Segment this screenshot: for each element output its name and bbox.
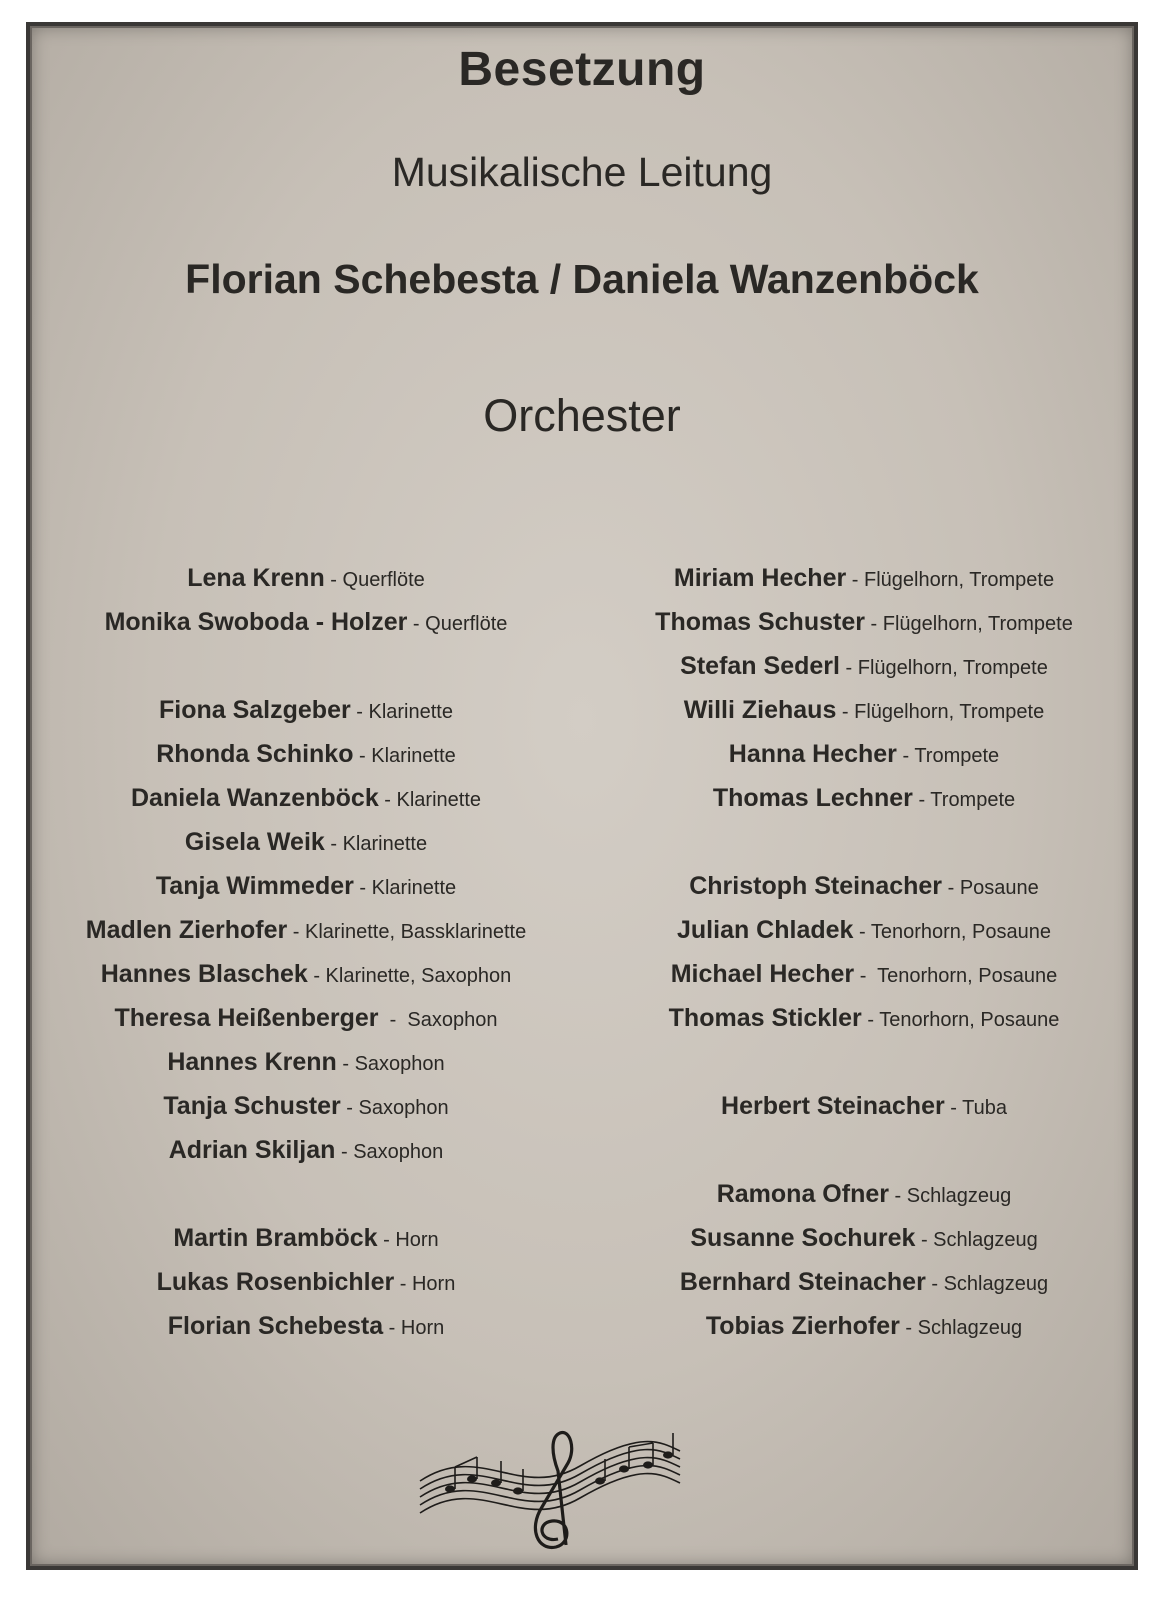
musician-entry <box>594 776 1134 820</box>
musician-entry <box>36 1040 576 1084</box>
musician-name: Lena Krenn <box>187 564 325 592</box>
musician-instrument: - Klarinette <box>350 701 453 723</box>
musician-name: Thomas Stickler <box>668 1004 862 1032</box>
musician-name: Herbert Steinacher <box>721 1092 945 1120</box>
musician-instrument: - Klarinette, Saxophon <box>307 965 512 987</box>
musician-entry <box>594 600 1134 644</box>
musician-name: Lukas Rosenbichler <box>156 1268 395 1296</box>
musician-entry <box>594 688 1134 732</box>
musician-entry <box>36 864 576 908</box>
left-musician-column <box>36 556 576 1348</box>
musician-name: Stefan Sederl <box>680 652 840 680</box>
musician-name: Bernhard Steinacher <box>679 1268 926 1296</box>
spacer <box>36 644 576 688</box>
musical-direction-names: Florian Schebesta / Daniela Wanzenböck <box>185 256 979 302</box>
musician-instrument: - Schlagzeug <box>915 1229 1038 1251</box>
musical-direction-label: Musikalische Leitung <box>391 149 773 195</box>
musician-instrument: - Horn <box>394 1273 456 1295</box>
musician-entry <box>594 908 1134 952</box>
musician-name: Tanja Schuster <box>163 1092 341 1120</box>
musician-instrument: - Posaune <box>942 877 1039 899</box>
musician-instrument: - Flügelhorn, Trompete <box>846 569 1055 591</box>
musician-instrument: - Klarinette <box>378 789 481 811</box>
musician-name: Michael Hecher <box>670 960 855 988</box>
musician-instrument: - Klarinette <box>324 833 428 855</box>
musician-name: Hannes Blaschek <box>100 960 308 988</box>
musician-instrument: - Querflöte <box>324 569 425 591</box>
musician-entry <box>594 952 1134 996</box>
program-page <box>26 22 1138 1570</box>
musician-instrument: - Horn <box>377 1229 439 1251</box>
musician-instrument: - Trompete <box>896 745 1000 767</box>
musician-name: Madlen Zierhofer <box>85 916 288 944</box>
musician-instrument: - Schlagzeug <box>899 1317 1023 1339</box>
musician-instrument: - Saxophon <box>340 1097 449 1119</box>
musician-entry <box>36 600 576 644</box>
musician-instrument: - Querflöte <box>407 613 508 635</box>
musician-instrument: - Tuba <box>944 1097 1007 1119</box>
musician-entry <box>36 952 576 996</box>
musician-name: Susanne Sochurek <box>690 1224 916 1252</box>
musician-entry <box>36 732 576 776</box>
musician-entry <box>36 1084 576 1128</box>
musician-entry <box>594 1260 1134 1304</box>
musician-instrument: - Klarinette <box>353 745 456 767</box>
musician-instrument: - Flügelhorn, Trompete <box>864 613 1073 635</box>
treble-clef-music-staff-icon <box>410 1411 690 1551</box>
spacer <box>594 1128 1134 1172</box>
musician-name: Miriam Hecher <box>673 564 847 592</box>
musician-instrument: - Tenorhorn, Posaune <box>861 1009 1060 1031</box>
musician-instrument: - Saxophon <box>378 1009 498 1031</box>
musician-entry <box>36 556 576 600</box>
musician-entry <box>36 820 576 864</box>
musician-name: Gisela Weik <box>184 828 325 856</box>
musician-name: Hannes Krenn <box>167 1048 337 1076</box>
musician-entry <box>594 644 1134 688</box>
musician-entry <box>36 996 576 1040</box>
musician-entry <box>594 1084 1134 1128</box>
musician-name: Florian Schebesta <box>167 1312 384 1340</box>
musician-name: Hanna Hecher <box>728 740 897 768</box>
musician-instrument: - Flügelhorn, Trompete <box>836 701 1045 723</box>
musician-instrument: - Saxophon <box>335 1141 444 1163</box>
musician-name: Theresa Heißenberger <box>114 1004 379 1032</box>
musician-instrument: - Schlagzeug <box>925 1273 1049 1295</box>
musician-name: Julian Chladek <box>677 916 854 944</box>
musician-entry <box>36 1128 576 1172</box>
musician-entry <box>594 864 1134 908</box>
musician-entry <box>36 908 576 952</box>
musician-entry <box>36 1216 576 1260</box>
musician-instrument: - Tenorhorn, Posaune <box>854 965 1058 987</box>
musician-instrument: - Tenorhorn, Posaune <box>853 921 1051 943</box>
musician-instrument: - Flügelhorn, Trompete <box>839 657 1048 679</box>
musician-instrument: - Klarinette, Bassklarinette <box>287 921 527 943</box>
spacer <box>594 820 1134 864</box>
musician-entry <box>594 1172 1134 1216</box>
spacer <box>36 1172 576 1216</box>
musician-name: Willi Ziehaus <box>683 696 837 724</box>
musician-entry <box>594 556 1134 600</box>
musician-entry <box>594 996 1134 1040</box>
musician-entry <box>36 1304 576 1348</box>
musician-name: Adrian Skiljan <box>168 1136 336 1164</box>
musician-name: Rhonda Schinko <box>156 740 354 768</box>
musician-name: Daniela Wanzenböck <box>130 784 379 812</box>
musician-instrument: - Schlagzeug <box>888 1185 1012 1207</box>
musician-name: Fiona Salzgeber <box>159 696 351 724</box>
musician-entry <box>36 688 576 732</box>
musician-instrument: - Klarinette <box>353 877 457 899</box>
musician-entry <box>36 1260 576 1304</box>
page-title: Besetzung <box>458 43 706 96</box>
spacer <box>594 1040 1134 1084</box>
musician-entry <box>36 776 576 820</box>
musician-instrument: - Horn <box>383 1317 445 1339</box>
musician-name: Monika Swoboda - Holzer <box>104 608 408 636</box>
orchestra-heading: Orchester <box>483 390 681 441</box>
musician-name: Martin Bramböck <box>173 1224 378 1252</box>
musician-name: Tobias Zierhofer <box>705 1312 900 1340</box>
musician-instrument: - Saxophon <box>336 1053 445 1075</box>
musician-name: Thomas Schuster <box>655 608 865 636</box>
musician-name: Thomas Lechner <box>712 784 913 812</box>
musician-name: Ramona Ofner <box>716 1180 889 1208</box>
musician-entry <box>594 1216 1134 1260</box>
musician-instrument: - Trompete <box>912 789 1016 811</box>
musician-name: Christoph Steinacher <box>689 872 943 900</box>
musician-entry <box>594 732 1134 776</box>
right-musician-column <box>594 556 1134 1348</box>
musician-name: Tanja Wimmeder <box>155 872 354 900</box>
musician-entry <box>594 1304 1134 1348</box>
